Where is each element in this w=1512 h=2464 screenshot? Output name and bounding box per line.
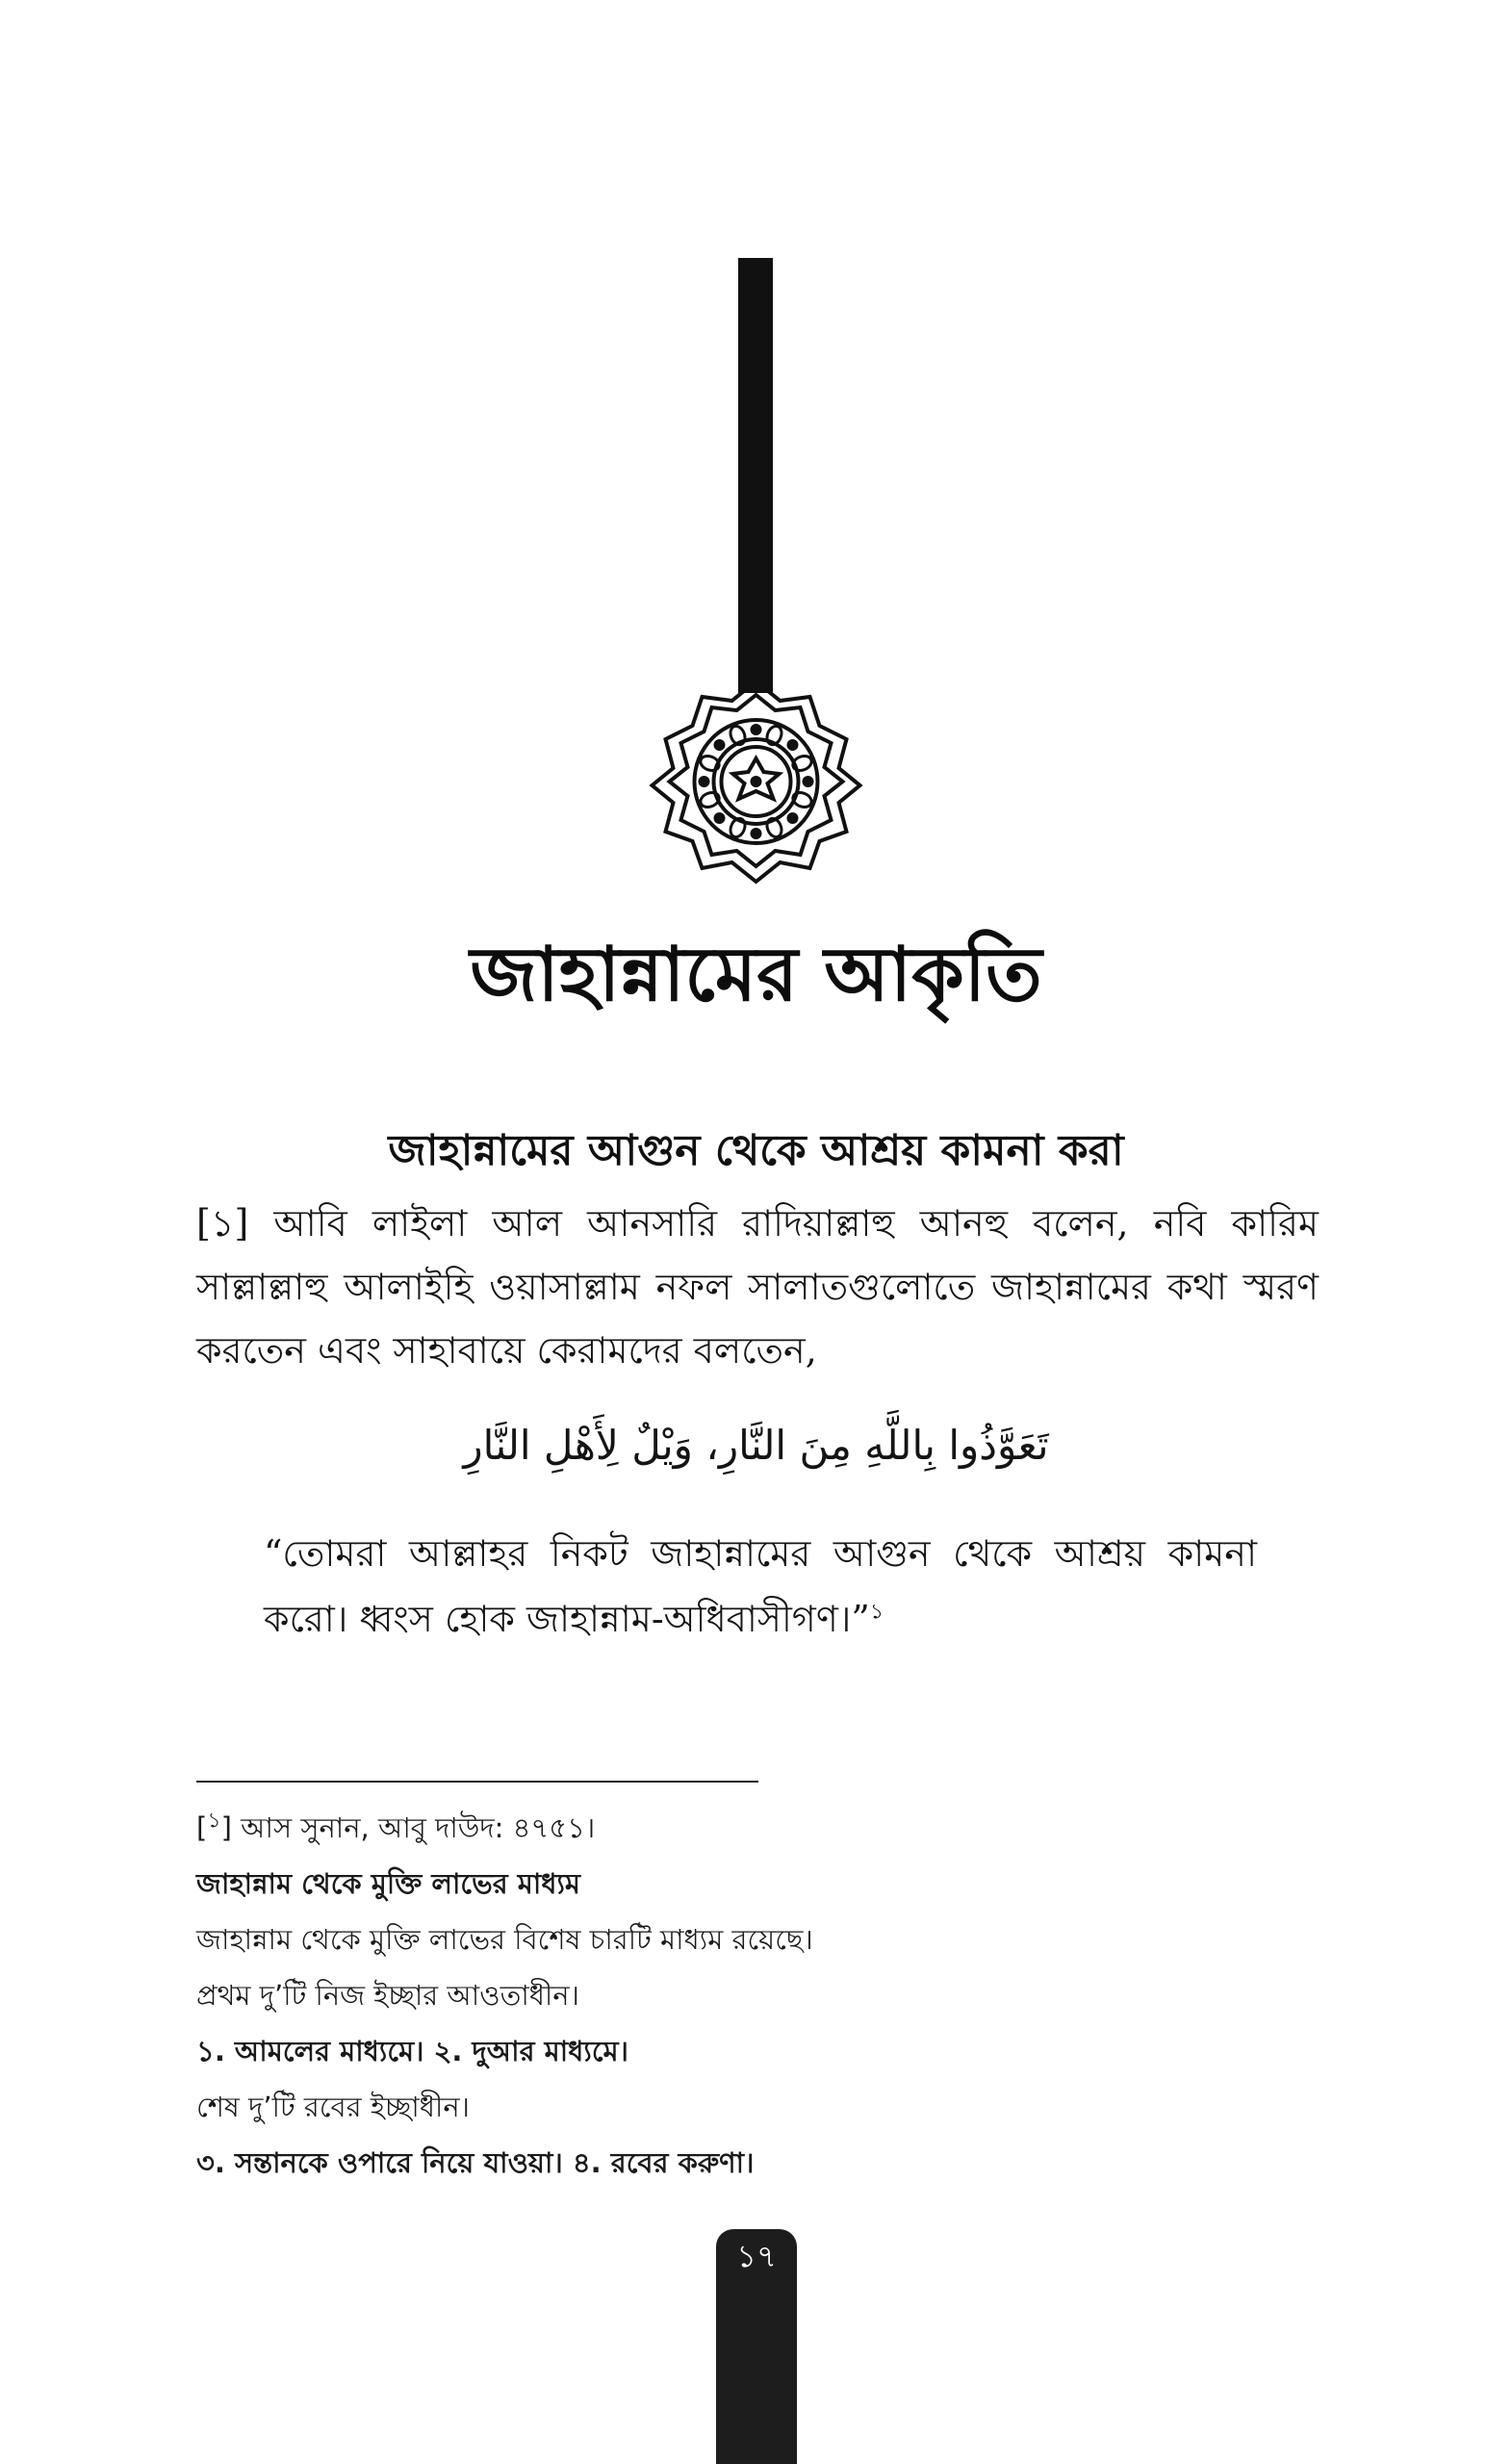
- footnote-bracket: [: [196, 1811, 208, 1844]
- footnote-divider: [196, 1781, 758, 1783]
- footnote-line: ৩. সন্তানকে ওপারে নিয়ে যাওয়া। ৪. রবের করুণা।: [196, 2146, 755, 2179]
- footnote-reference: [196, 1800, 1319, 1856]
- footnote-subheading: জাহান্নাম থেকে মুক্তি লাভের মাধ্যম: [196, 1867, 581, 1900]
- arabic-hadith-text: تَعَوَّذُوا بِاللَّهِ مِنَ النَّارِ، وَيْلٌ لِأَهْلِ النَّارِ: [463, 1422, 1049, 1469]
- footnote-reference-text: ] আস সুনান, আবু দাউদ: ৪৭৫১।: [220, 1811, 596, 1844]
- footnote-number: ১: [207, 1809, 221, 1834]
- footnote-line: প্রথম দু’টি নিজ ইচ্ছার আওতাধীন।: [196, 1979, 579, 2012]
- footnote-marker[interactable]: ১: [869, 1600, 884, 1625]
- hadith-paragraph: [১] আবি লাইলা আল আনসারি রাদিয়াল্লাহু আনহু বলেন, নবি কারিম সাল্লাল্লাহু আলাইহি ওয়াসাল্লাম নফল সালাতগুলোতে জাহান্নামের কথা স্মরণ করতেন এবং সাহাবায়ে কেরামদের বলতেন,: [196, 1202, 1319, 1372]
- quote-text: “তোমরা আল্লাহর নিকট জাহান্নামের আগুন থেকে আশ্রয় কামনা করো। ধ্বংস হোক জাহান্নাম-অধিবাসীগণ।”: [264, 1532, 1257, 1640]
- footnote-line: শেষ দু’টি রবের ইচ্ছাধীন।: [196, 2091, 470, 2123]
- mandala-ornament-icon: [640, 678, 872, 886]
- footnote-line: ১. আমলের মাধ্যমে। ২. দুআর মাধ্যমে।: [196, 2035, 628, 2067]
- page-number: ১৭: [736, 2238, 777, 2274]
- chapter-title: জাহান্নামের আকৃতি: [470, 932, 1042, 1018]
- decorative-vertical-bar: [738, 258, 773, 693]
- footnote-line: জাহান্নাম থেকে মুক্তি লাভের বিশেষ চারটি মাধ্যম রয়েছে।: [196, 1923, 813, 1956]
- footnotes-block: [196, 1800, 1319, 2191]
- hadith-translation-quote: [264, 1521, 1257, 1652]
- section-heading: জাহান্নামের আগুন থেকে আশ্রয় কামনা করা: [388, 1126, 1124, 1175]
